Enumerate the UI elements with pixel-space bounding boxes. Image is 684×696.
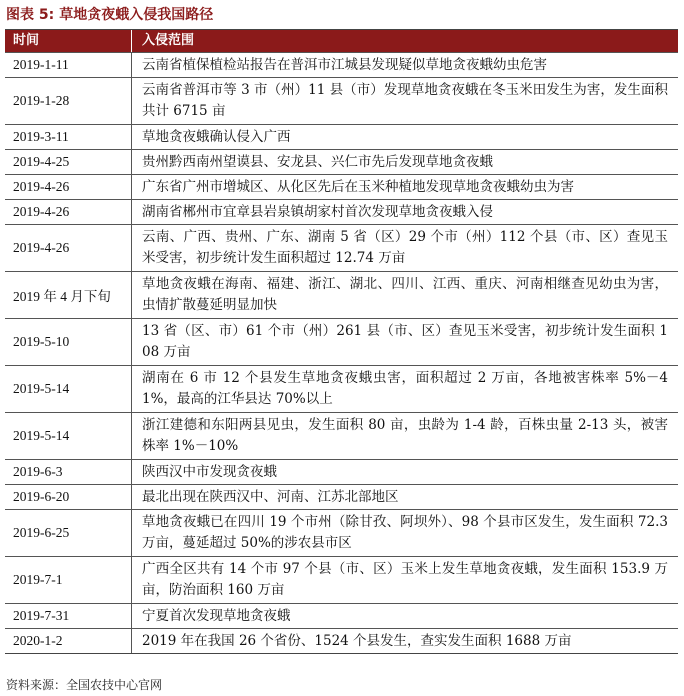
table-row: [5, 412, 678, 459]
row-text: 云南省普洱市等 3 市（州）11 县（市）发现草地贪夜蛾在冬玉米田发生为害，发生面积共计 6715 亩: [131, 78, 678, 124]
row-date: 2019-3-11: [13, 129, 69, 144]
row-text: 草地贪夜蛾在海南、福建、浙江、湖北、四川、江西、重庆、河南相继查见幼虫为害，虫情扩散蔓延明显加快: [131, 272, 678, 318]
row-date: 2019-6-20: [13, 489, 70, 504]
row-text: 宁夏首次发现草地贪夜蛾: [131, 604, 678, 628]
row-text: 草地贪夜蛾确认侵入广西: [131, 125, 678, 149]
row-text: 广东省广州市增城区、从化区先后在玉米种植地发现草地贪夜蛾幼虫为害: [131, 175, 678, 199]
row-text: 草地贪夜蛾已在四川 19 个市州（除甘孜、阿坝外）、98 个县市区发生，发生面积 72.3 万亩，蔓延超过 50%的涉农县市区: [131, 510, 678, 556]
row-date: 2019-7-1: [13, 572, 63, 587]
row-date: 2019-6-25: [13, 525, 70, 540]
table-row: [5, 52, 678, 77]
table-row: [5, 628, 678, 653]
row-date: 2019-5-14: [13, 428, 70, 443]
row-text: 贵州黔西南州望谟县、安龙县、兴仁市先后发现草地贪夜蛾: [131, 150, 678, 174]
table-row: [5, 509, 678, 556]
row-date: 2019-4-26: [13, 240, 70, 255]
table-header: [5, 30, 678, 52]
table-row: [5, 77, 678, 124]
table-row: [5, 224, 678, 271]
row-text: 陕西汉中市发现贪夜蛾: [131, 460, 678, 484]
header-date: 时间: [13, 33, 40, 48]
row-text: 广西全区共有 14 个市 97 个县（市、区）玉米上发生草地贪夜蛾，发生面积 153.9 万亩，防治面积 160 万亩: [131, 557, 678, 603]
table-row: [5, 124, 678, 149]
row-date: 2019-4-26: [13, 179, 70, 194]
invasion-table: [5, 29, 678, 654]
row-date: 2019-1-11: [13, 57, 69, 72]
table-row: [5, 603, 678, 628]
table-row: [5, 318, 678, 365]
row-date: 2019-7-31: [13, 608, 70, 623]
row-date: 2019-6-3: [13, 464, 63, 479]
row-text: 13 省（区、市）61 个市（州）261 县（市、区）查见玉米受害，初步统计发生面积 108 万亩: [131, 319, 678, 365]
table-row: [5, 459, 678, 484]
row-text: 湖南省郴州市宜章县岩泉镇胡家村首次发现草地贪夜蛾入侵: [131, 200, 678, 224]
row-date: 2019-5-14: [13, 381, 70, 396]
table-row: [5, 271, 678, 318]
figure-title-text: 草地贪夜蛾入侵我国路径: [59, 7, 214, 23]
table-row: [5, 149, 678, 174]
row-date: 2019-5-10: [13, 334, 70, 349]
row-date: 2019-4-26: [13, 204, 70, 219]
table-row: [5, 174, 678, 199]
row-date: 2020-1-2: [13, 633, 63, 648]
table-row: [5, 484, 678, 509]
row-date: 2019 年 4 月下旬: [13, 289, 111, 304]
figure-label: 图表 5:: [6, 7, 55, 23]
row-text: 湖南在 6 市 12 个县发生草地贪夜蛾虫害，面积超过 2 万亩，各地被害株率 5%－41%，最高的江华县达 70%以上: [131, 366, 678, 412]
source-note: 资料来源：全国农技中心官网: [6, 678, 163, 692]
row-text: 2019 年在我国 26 个省份、1524 个县发生，查实发生面积 1688 万亩: [131, 629, 678, 653]
row-text: 浙江建德和东阳两县见虫，发生面积 80 亩，虫龄为 1-4 龄，百株虫量 2-13 头，被害株率 1%－10%: [131, 413, 678, 459]
row-text: 最北出现在陕西汉中、河南、江苏北部地区: [131, 485, 678, 509]
header-scope: 入侵范围: [131, 30, 678, 52]
row-date: 2019-4-25: [13, 154, 70, 169]
row-date: 2019-1-28: [13, 93, 70, 108]
figure-title: [6, 4, 213, 24]
row-text: 云南省植保植检站报告在普洱市江城县发现疑似草地贪夜蛾幼虫危害: [131, 53, 678, 77]
table-row: [5, 199, 678, 224]
table-row: [5, 365, 678, 412]
row-text: 云南、广西、贵州、广东、湖南 5 省（区）29 个市（州）112 个县（市、区）查见玉米受害，初步统计发生面积超过 12.74 万亩: [131, 225, 678, 271]
table-row: [5, 556, 678, 603]
